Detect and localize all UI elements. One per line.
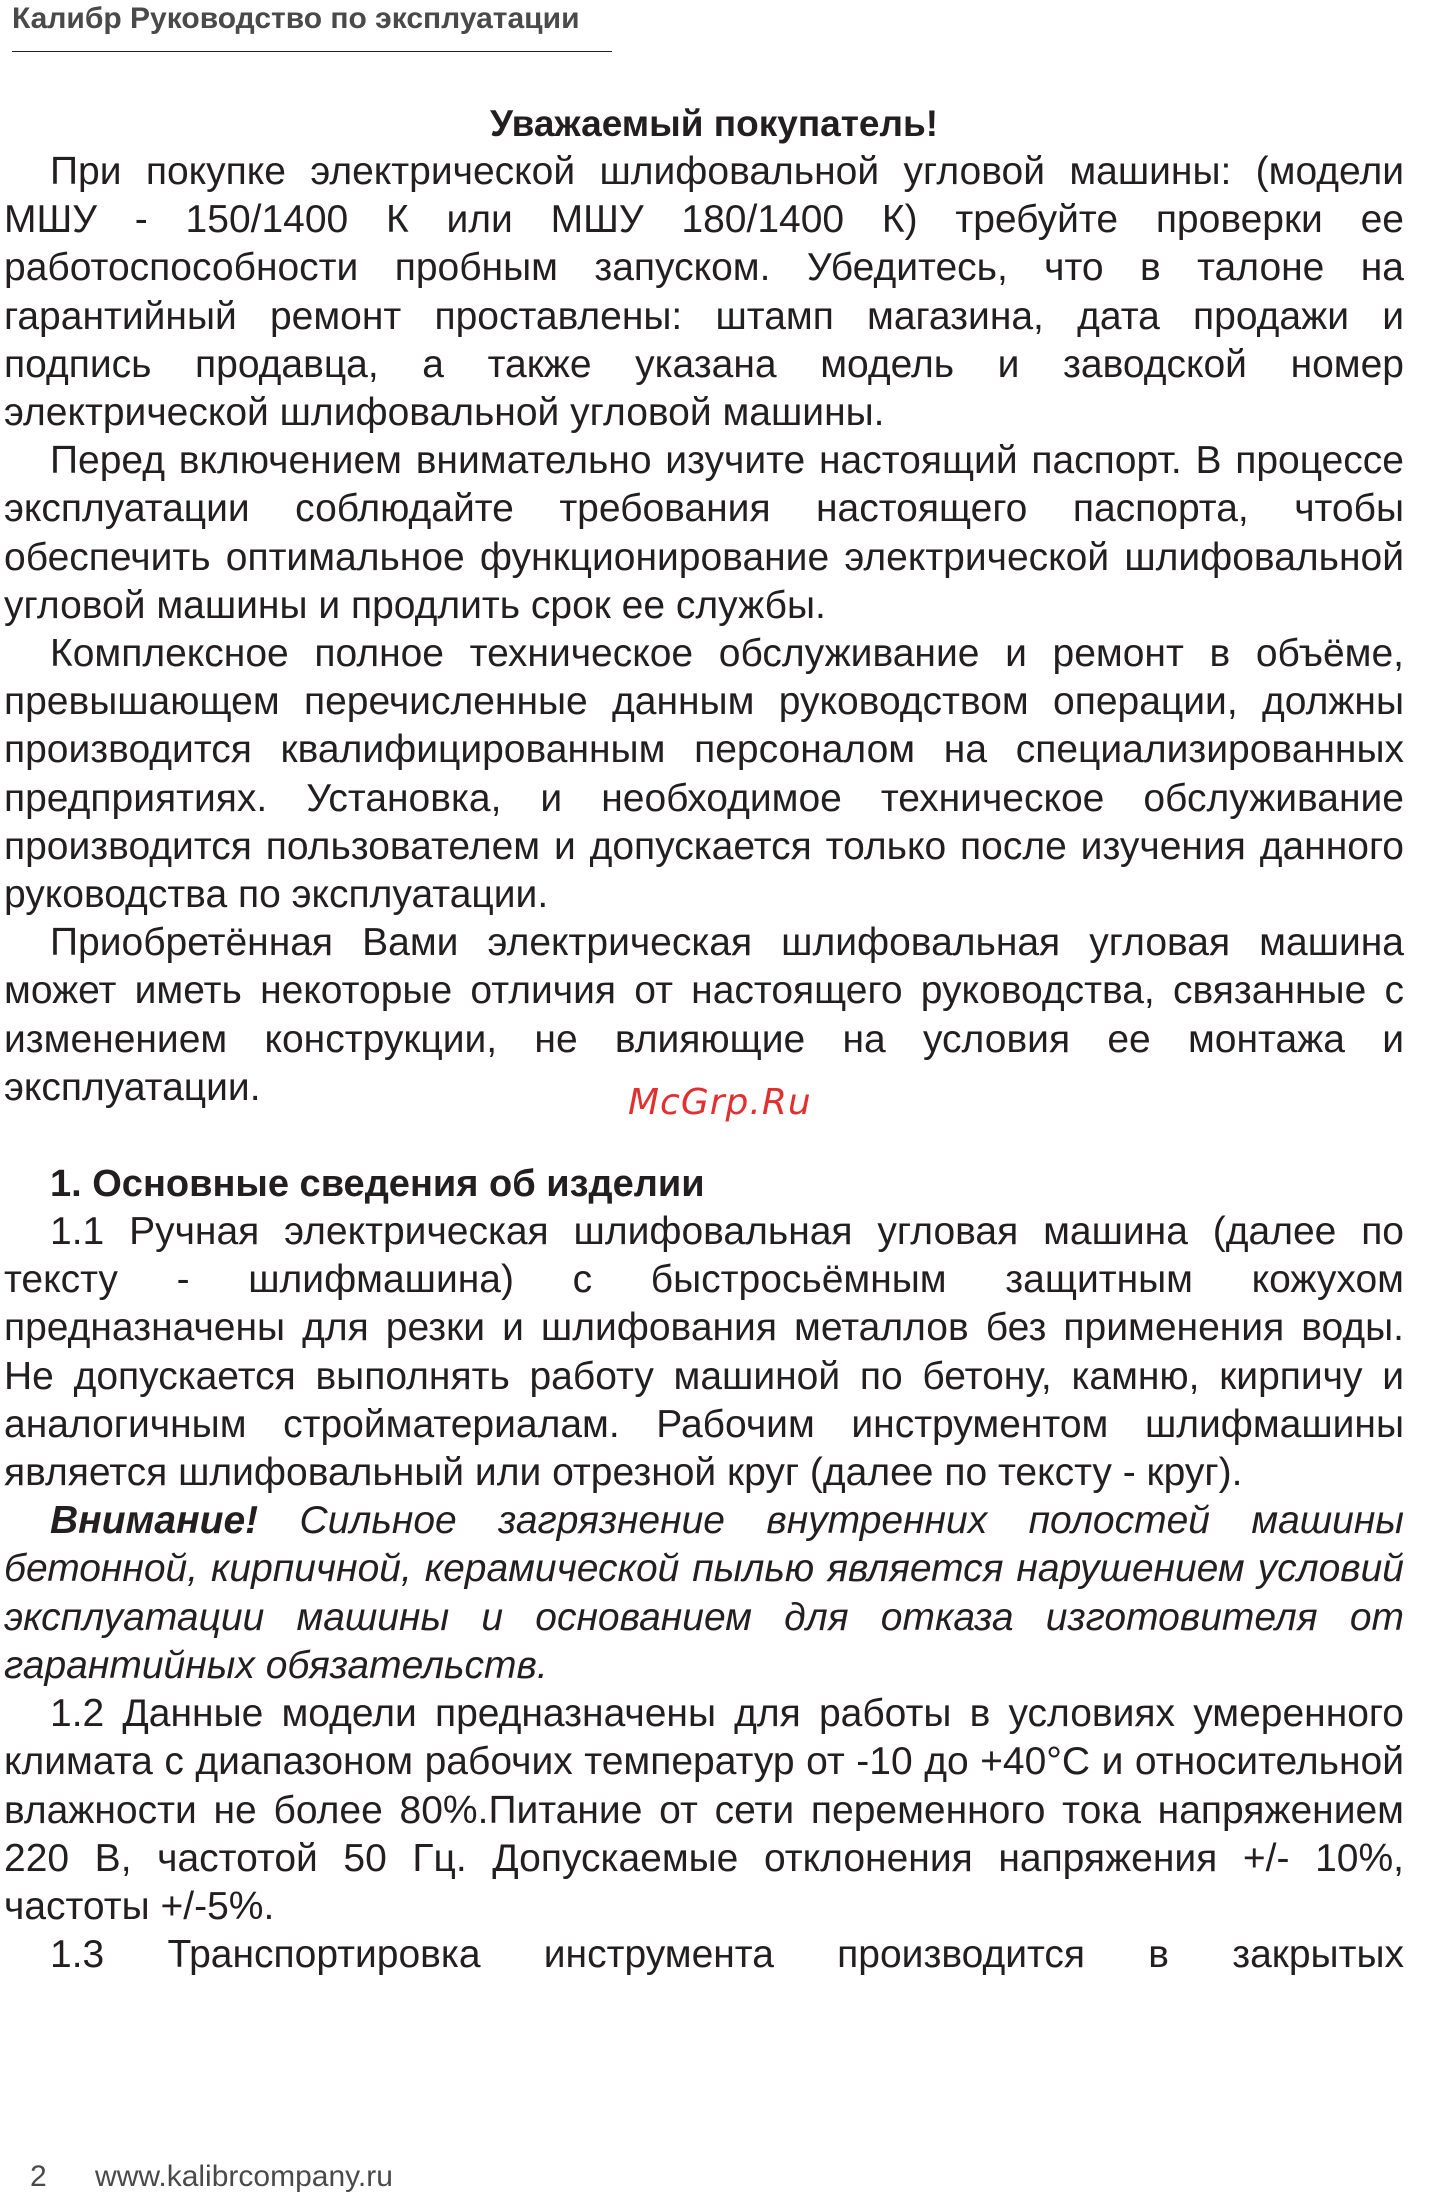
footer-url[interactable]: www.kalibrcompany.ru bbox=[95, 2160, 393, 2193]
page-footer bbox=[30, 2160, 393, 2194]
greeting-paragraph-4: Приобретённая Вами электрическая шлифовальная угловая машина может иметь некоторые отличия от настоящего руководства, связанные с изменением конструкции, не влияющие на условия ее монтажа и эксплуатации. bbox=[4, 921, 1404, 1109]
watermark: McGrp.Ru bbox=[628, 1082, 812, 1123]
warning-text: Сильное загрязнение внутренних полостей машины бетонной, кирпичной, керамической пылью является нарушением условий эксплуатации машины и основанием для отказа изготовителя от гарантийных обязательств. bbox=[4, 1499, 1404, 1687]
section-paragraph-1-2: 1.2 Данные модели предназначены для работы в условиях умеренного климата с диапазоном рабочих температур от -10 до +40°С и относительной влажности не более 80%.Питание от сети переменного тока напряжением 220 В, частотой 50 Гц. Допускаемые отклонения напряжения +/- 10%, частоты +/-5%. bbox=[4, 1692, 1404, 1928]
greeting-title: Уважаемый покупатель! bbox=[489, 103, 939, 144]
greeting-paragraph-3: Комплексное полное техническое обслуживание и ремонт в объёме, превышающем перечисленные данным руководством операции, должны производится квалифицированным персоналом на специализированных предприятиях. Установка, и необходимое техническое обслуживание производится пользователем и допускается только после изучения данного руководства по эксплуатации. bbox=[4, 632, 1404, 917]
section-paragraph-1-1: 1.1 Ручная электрическая шлифовальная угловая машина (далее по тексту - шлифмашина) с быстросьёмным защитным кожухом предназначены для резки и шлифования металлов без применения воды. Не допускается выполнять работу машиной по бетону, камню, кирпичу и аналогичным стройматериалам. Рабочим инструментом шлифмашины является шлифовальный или отрезной круг (далее по тексту - круг). bbox=[4, 1210, 1404, 1495]
greeting-paragraph-2: Перед включением внимательно изучите настоящий паспорт. В процессе эксплуатации соблюдайте требования настоящего паспорта, чтобы обеспечить оптимальное функционирование электрической шлифовальной угловой машины и продлить срок ее службы. bbox=[4, 439, 1404, 627]
page-number: 2 bbox=[30, 2160, 47, 2193]
document-body bbox=[4, 100, 1404, 1979]
warning-label: Внимание! bbox=[50, 1499, 259, 1543]
page-header bbox=[12, 0, 612, 52]
section-paragraph-1-3: 1.3 Транспортировка инструмента производится в закрытых bbox=[50, 1933, 1404, 1977]
greeting-paragraph-1: При покупке электрической шлифовальной угловой машины: (модели МШУ - 150/1400 К или МШУ 180/1400 К) требуйте проверки ее работоспособности пробным запуском. Убедитесь, что в талоне на гарантийный ремонт проставлены: штамп магазина, дата продажи и подпись продавца, а также указана модель и заводской номер электрической шлифовальной угловой машины. bbox=[4, 150, 1404, 435]
warning-paragraph bbox=[4, 1497, 1404, 1690]
section-heading: 1. Основные сведения об изделии bbox=[50, 1163, 705, 1206]
header-title: Калибр Руководство по эксплуатации bbox=[12, 2, 580, 35]
